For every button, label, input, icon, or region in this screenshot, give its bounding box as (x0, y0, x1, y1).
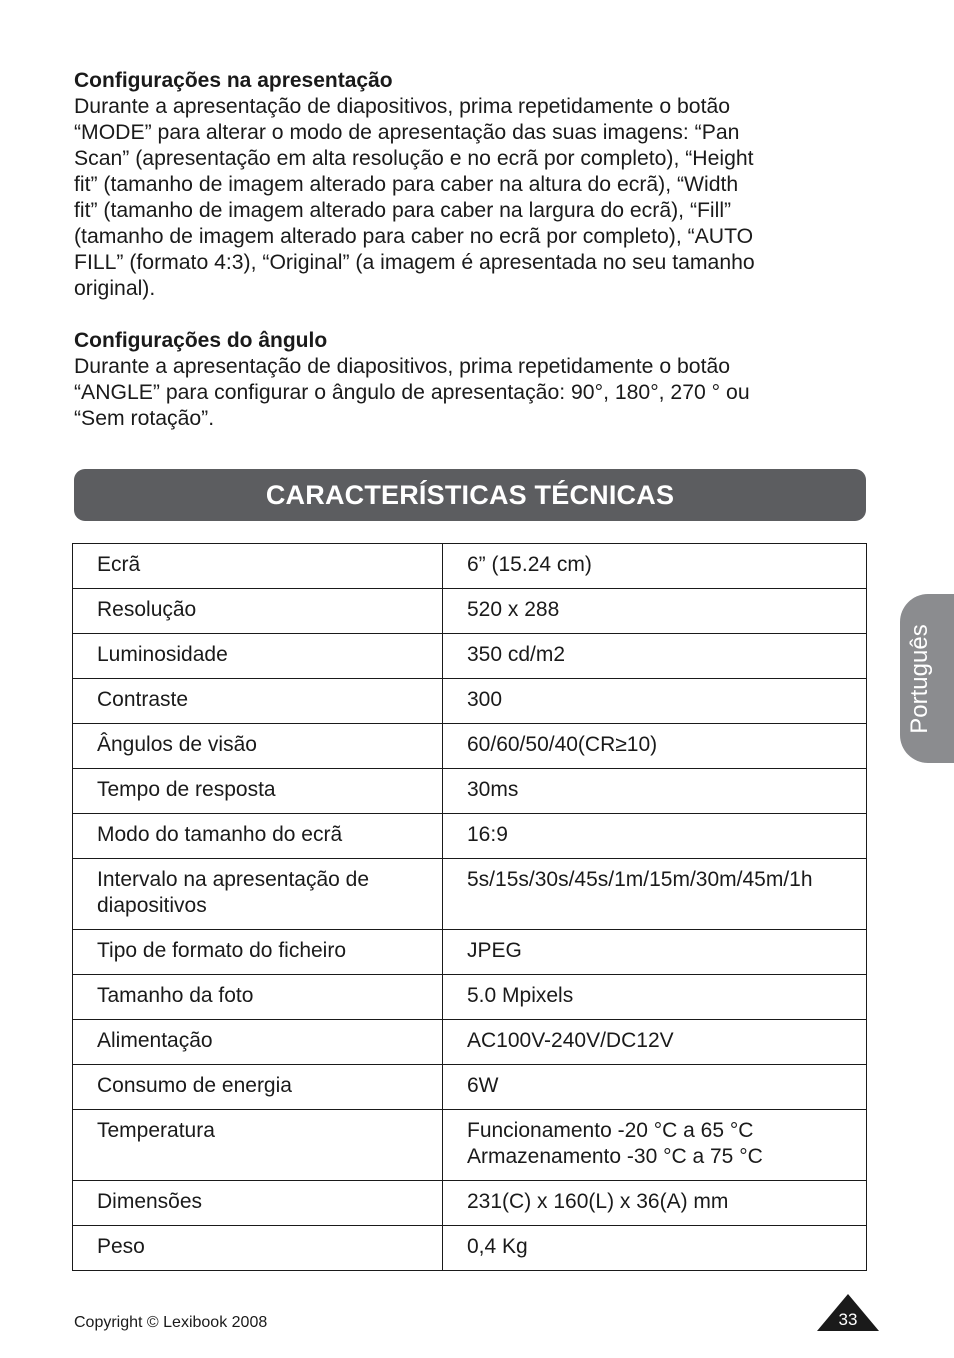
body-line: “ANGLE” para configurar o ângulo de apresentação: 90°, 180°, 270 ° ou (74, 381, 750, 404)
spec-value: 300 (443, 679, 867, 724)
specs-banner: CARACTERÍSTICAS TÉCNICAS (74, 469, 866, 521)
spec-row (73, 724, 867, 769)
spec-value: 5.0 Mpixels (443, 975, 867, 1020)
body-line: “Sem rotação”. (74, 407, 215, 430)
page-number: 33 (838, 1310, 858, 1329)
spec-label: Peso (73, 1226, 443, 1271)
spec-value: JPEG (443, 930, 867, 975)
section-heading: Configurações na apresentação (74, 69, 393, 92)
spec-row (73, 859, 867, 930)
section-angle-settings (74, 328, 834, 432)
spec-row (73, 930, 867, 975)
spec-label: Tipo de formato do ficheiro (73, 930, 443, 975)
body-line: Durante a apresentação de diapositivos, prima repetidamente o botão (74, 95, 731, 118)
section-body (74, 94, 834, 302)
spec-row (73, 589, 867, 634)
specs-table (72, 543, 867, 1271)
language-tab-label: Português (906, 623, 933, 734)
spec-value: 6” (15.24 cm) (443, 544, 867, 589)
body-line: fit” (tamanho de imagem alterado para caber na largura do ecrã), “Fill” (74, 199, 732, 222)
spec-label: Alimentação (73, 1020, 443, 1065)
spec-label: Ângulos de visão (73, 724, 443, 769)
spec-value: Funcionamento -20 °C a 65 °C Armazenamento -30 °C a 75 °C (443, 1110, 867, 1181)
body-line: (tamanho de imagem alterado para caber no ecrã por completo), “AUTO (74, 225, 754, 248)
section-body (74, 354, 834, 432)
spec-label: Contraste (73, 679, 443, 724)
spec-label: Modo do tamanho do ecrã (73, 814, 443, 859)
spec-value: 30ms (443, 769, 867, 814)
spec-row (73, 634, 867, 679)
spec-label: Tempo de resposta (73, 769, 443, 814)
spec-row (73, 1181, 867, 1226)
spec-value: 60/60/50/40(CR≥10) (443, 724, 867, 769)
spec-row (73, 679, 867, 724)
body-line: FILL” (formato 4:3), “Original” (a imagem é apresentada no seu tamanho (74, 251, 755, 274)
spec-value: 231(C) x 160(L) x 36(A) mm (443, 1181, 867, 1226)
spec-value: 350 cd/m2 (443, 634, 867, 679)
spec-label: Tamanho da foto (73, 975, 443, 1020)
spec-row (73, 1020, 867, 1065)
spec-label: Resolução (73, 589, 443, 634)
spec-row (73, 1226, 867, 1271)
page-number-marker (816, 1292, 880, 1332)
spec-row (73, 544, 867, 589)
spec-label: Dimensões (73, 1181, 443, 1226)
spec-value: 520 x 288 (443, 589, 867, 634)
spec-row (73, 975, 867, 1020)
body-line: original). (74, 277, 156, 300)
spec-value: 6W (443, 1065, 867, 1110)
spec-value: 0,4 Kg (443, 1226, 867, 1271)
body-line: fit” (tamanho de imagem alterado para caber na altura do ecrã), “Width (74, 173, 739, 196)
spec-value: 5s/15s/30s/45s/1m/15m/30m/45m/1h (443, 859, 867, 930)
spec-label: Luminosidade (73, 634, 443, 679)
language-tab (900, 594, 954, 763)
copyright-text: Copyright © Lexibook 2008 (74, 1314, 268, 1331)
spec-row (73, 1065, 867, 1110)
spec-value: 16:9 (443, 814, 867, 859)
spec-label: Intervalo na apresentação de diapositivos (73, 859, 443, 930)
spec-row (73, 814, 867, 859)
section-presentation-settings (74, 68, 834, 302)
spec-label: Temperatura (73, 1110, 443, 1181)
spec-row (73, 1110, 867, 1181)
body-line: “MODE” para alterar o modo de apresentação das suas imagens: “Pan (74, 121, 740, 144)
spec-value: AC100V-240V/DC12V (443, 1020, 867, 1065)
body-line: Durante a apresentação de diapositivos, prima repetidamente o botão (74, 355, 731, 378)
spec-label: Consumo de energia (73, 1065, 443, 1110)
section-heading: Configurações do ângulo (74, 329, 328, 352)
spec-label: Ecrã (73, 544, 443, 589)
spec-row (73, 769, 867, 814)
body-line: Scan” (apresentação em alta resolução e no ecrã por completo), “Height (74, 147, 754, 170)
